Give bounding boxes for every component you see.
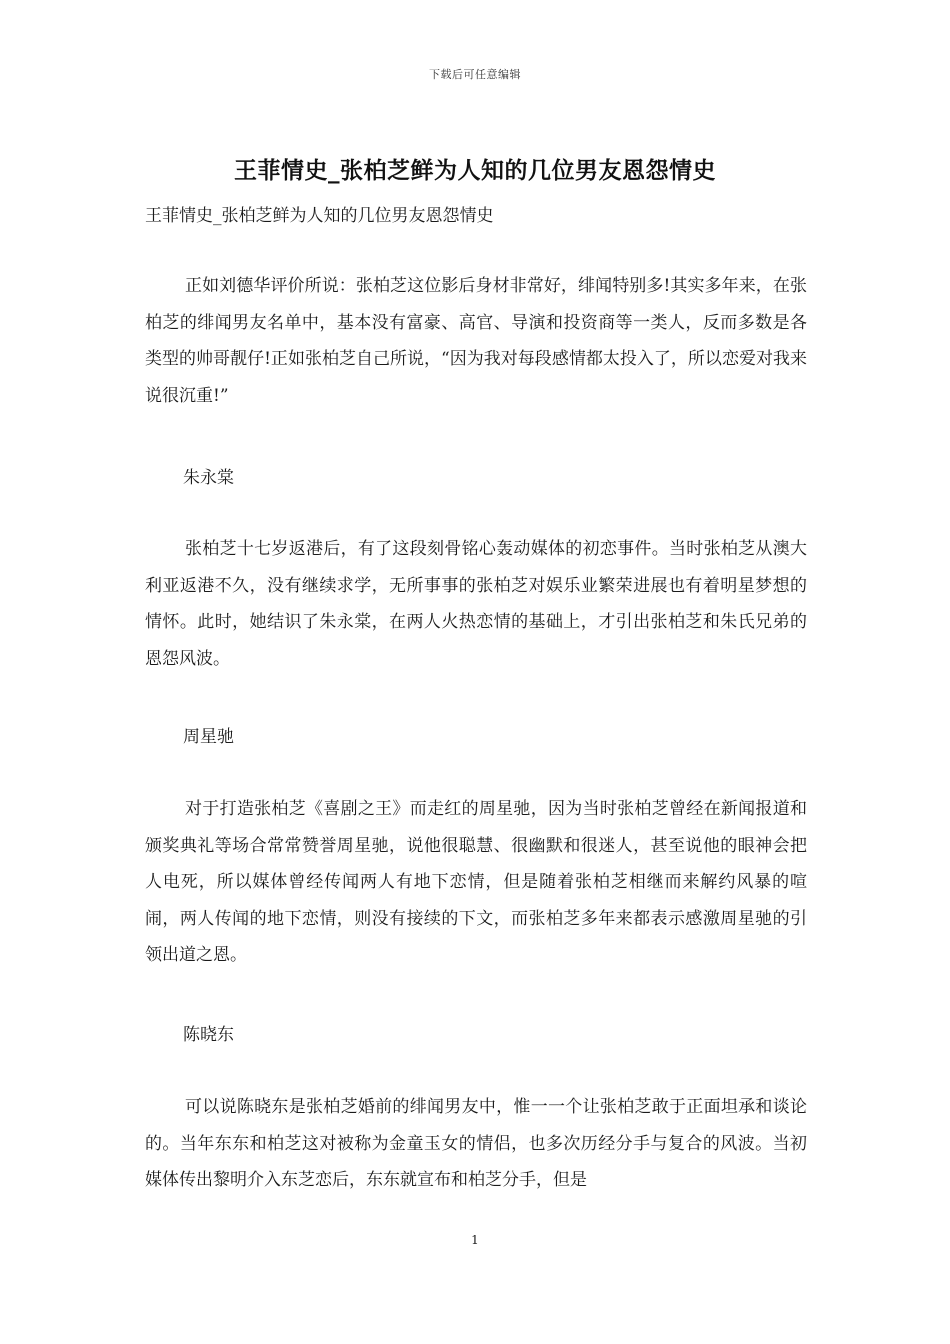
section-body-block-zhu-yongtang (145, 531, 807, 677)
page-number: 1 (471, 1233, 479, 1247)
section-heading-chen-xiaodong: 陈晓东 (183, 1025, 234, 1045)
intro-paragraph-block (145, 268, 807, 414)
document-subtitle: 王菲情史_张柏芝鲜为人知的几位男友恩怨情史 (145, 206, 494, 226)
section-paragraph: 对于打造张柏芝《喜剧之王》而走红的周星驰，因为当时张柏芝曾经在新闻报道和颁奖典礼等场合常常赞誉周星驰，说他很聪慧、很幽默和很迷人，甚至说他的眼神会把人电死，所以媒体曾经传闻两人有地下恋情，但是随着张柏芝相继而来解约风暴的喧闹，两人传闻的地下恋情，则没有接续的下文，而张柏芝多年来都表示感激周星驰的引领出道之恩。 (145, 799, 807, 965)
section-heading-zhou-xingchi: 周星驰 (183, 727, 234, 747)
header-note: 下载后可任意编辑 (429, 68, 521, 81)
section-body-block-chen-xiaodong (145, 1089, 807, 1199)
section-paragraph: 可以说陈晓东是张柏芝婚前的绯闻男友中，惟一一个让张柏芝敢于正面坦承和谈论的。当年东东和柏芝这对被称为金童玉女的情侣，也多次历经分手与复合的风波。当初媒体传出黎明介入东芝恋后，东东就宣布和柏芝分手，但是 (145, 1097, 807, 1190)
document-title: 王菲情史_张柏芝鲜为人知的几位男友恩怨情史 (234, 157, 716, 184)
section-body-block-zhou-xingchi (145, 791, 807, 974)
section-paragraph: 张柏芝十七岁返港后，有了这段刻骨铭心轰动媒体的初恋事件。当时张柏芝从澳大利亚返港不久，没有继续求学，无所事事的张柏芝对娱乐业繁荣进展也有着明星梦想的情怀。此时，她结识了朱永棠，在两人火热恋情的基础上，才引出张柏芝和朱氏兄弟的恩怨风波。 (145, 539, 807, 669)
section-heading-zhu-yongtang: 朱永棠 (183, 468, 234, 488)
intro-paragraph: 正如刘德华评价所说：张柏芝这位影后身材非常好，绯闻特别多!其实多年来，在张柏芝的绯闻男友名单中，基本没有富豪、高官、导演和投资商等一类人，反而多数是各类型的帅哥靓仔!正如张柏芝自己所说，“因为我对每段感情都太投入了，所以恋爱对我来说很沉重!” (145, 276, 807, 406)
